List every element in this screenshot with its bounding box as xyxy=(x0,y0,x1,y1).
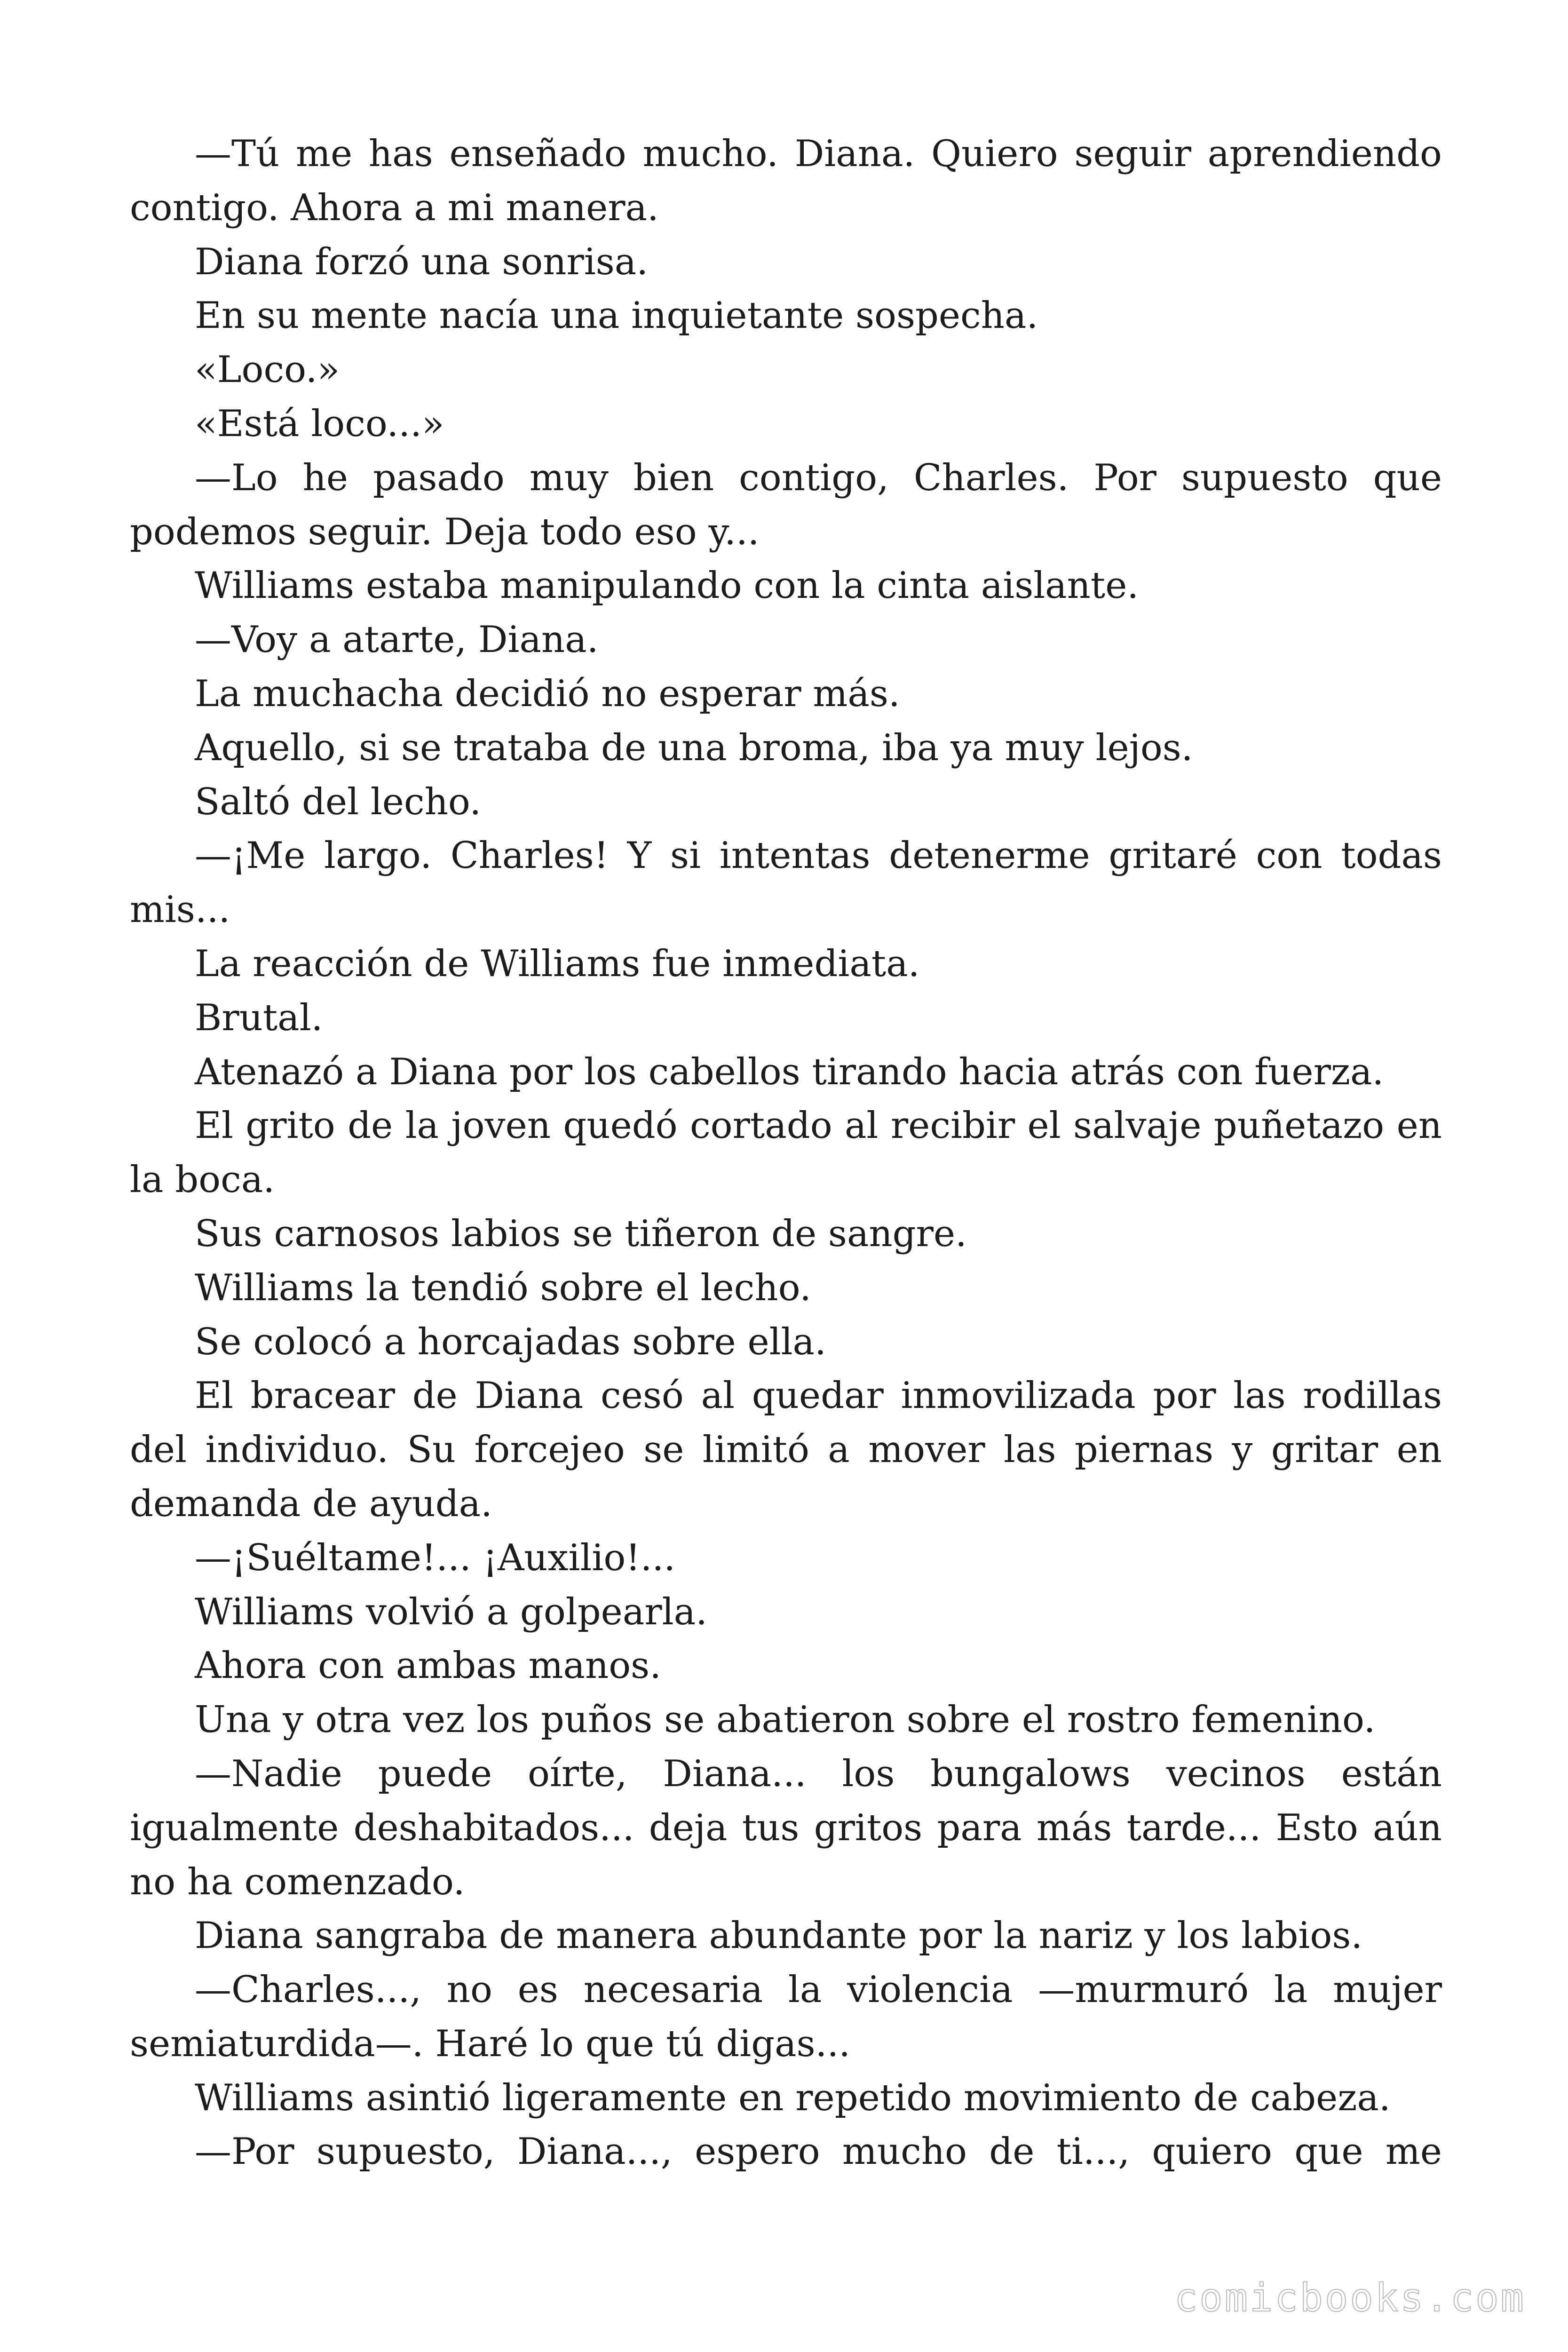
paragraph: «Loco.» xyxy=(195,349,340,391)
paragraph: Brutal. xyxy=(195,996,323,1039)
paragraph: Williams la tendió sobre el lecho. xyxy=(195,1266,811,1309)
paragraph: «Está loco...» xyxy=(195,402,444,445)
paragraph: Diana sangraba de manera abundante por la nariz y los labios. xyxy=(195,1915,1363,1957)
paragraph: —¡Suéltame!... ¡Auxilio!... xyxy=(195,1536,676,1579)
paragraph: —Tú me has enseñado mucho. Diana. Quiero seguir aprendiendo contigo. Ahora a mi manera. xyxy=(130,133,1442,229)
paragraph: —Nadie puede oírte, Diana... los bungalows vecinos están igualmente deshabitados... deja tus gritos para más tarde... Esto aún no ha comenzado. xyxy=(130,1752,1442,1903)
paragraph: Ahora con ambas manos. xyxy=(195,1645,661,1687)
paragraph: —Charles..., no es necesaria la violencia —murmuró la mujer semiaturdida—. Haré lo que tú digas... xyxy=(130,1969,1442,2065)
paragraph: Williams asintió ligeramente en repetido movimiento de cabeza. xyxy=(195,2076,1391,2119)
paragraph: Williams estaba manipulando con la cinta aislante. xyxy=(195,564,1139,607)
paragraph: En su mente nacía una inquietante sospecha. xyxy=(195,294,1038,337)
paragraph: Diana forzó una sonrisa. xyxy=(195,240,649,283)
paragraph: La reacción de Williams fue inmediata. xyxy=(195,942,920,985)
watermark: comicbooks.com xyxy=(1174,2276,1526,2320)
paragraph: —Voy a atarte, Diana. xyxy=(195,619,599,661)
paragraph: El bracear de Diana cesó al quedar inmovilizada por las rodillas del individuo. Su forcejeo se limitó a mover las piernas y gritar en demanda de ayuda. xyxy=(130,1375,1442,1525)
paragraph: Sus carnosos labios se tiñeron de sangre. xyxy=(195,1212,967,1255)
paragraph: Se colocó a horcajadas sobre ella. xyxy=(195,1320,826,1363)
paragraph: —¡Me largo. Charles! Y si intentas detenerme gritaré con todas mis... xyxy=(130,834,1442,931)
paragraph: La muchacha decidió no esperar más. xyxy=(195,672,900,715)
paragraph: Saltó del lecho. xyxy=(195,780,482,823)
paragraph-continued: —Por supuesto, Diana..., espero mucho de ti..., quiero que me xyxy=(195,2130,1442,2173)
paragraph: Atenazó a Diana por los cabellos tirando hacia atrás con fuerza. xyxy=(195,1050,1384,1093)
paragraph: Aquello, si se trataba de una broma, iba ya muy lejos. xyxy=(195,726,1193,769)
body-text xyxy=(130,127,1442,2179)
paragraph: El grito de la joven quedó cortado al recibir el salvaje puñetazo en la boca. xyxy=(130,1104,1442,1201)
paragraph: —Lo he pasado muy bien contigo, Charles. Por supuesto que podemos seguir. Deja todo eso y... xyxy=(130,456,1442,553)
paragraph: Williams volvió a golpearla. xyxy=(195,1590,707,1633)
paragraph: Una y otra vez los puños se abatieron sobre el rostro femenino. xyxy=(195,1699,1376,1741)
